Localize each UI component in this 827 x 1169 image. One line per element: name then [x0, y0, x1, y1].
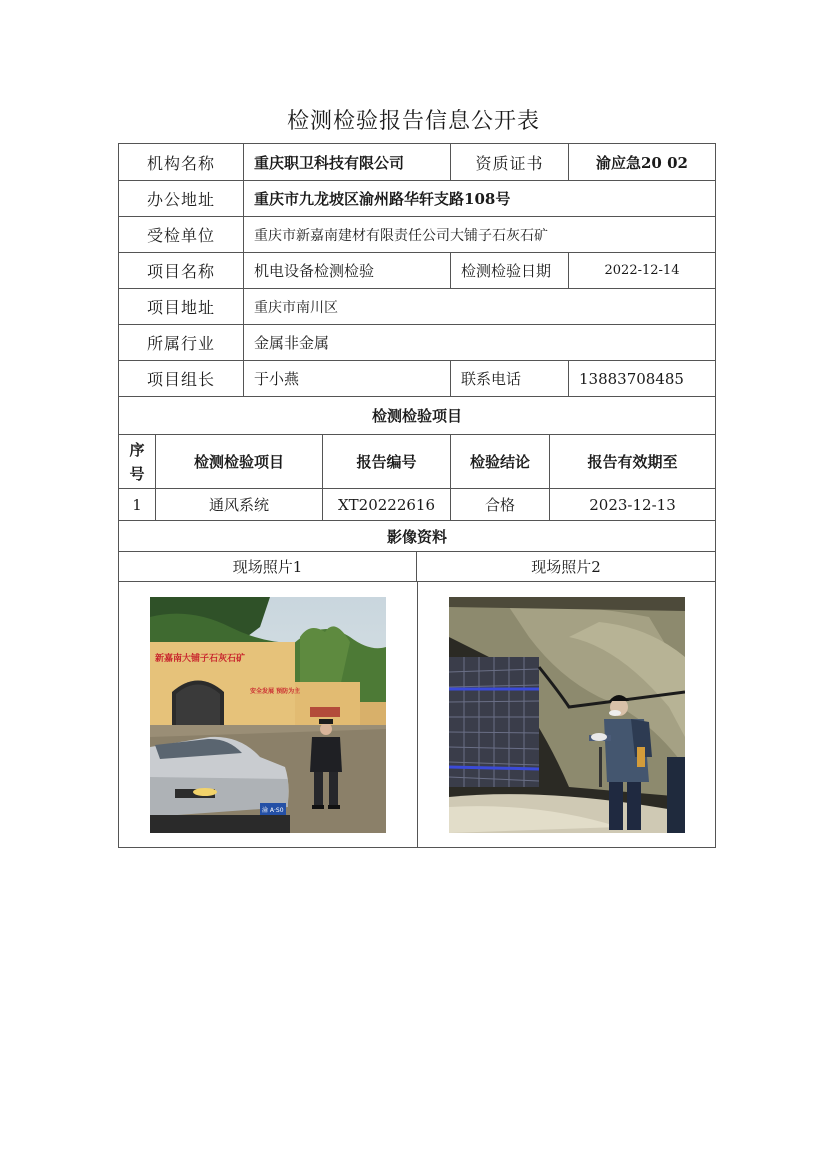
project-name-value: 机电设备检测检验: [244, 253, 451, 288]
phone-label: 联系电话: [451, 361, 569, 396]
col-header-no: [119, 435, 156, 488]
row-inspected-unit: [119, 217, 715, 253]
cell-conclusion: 合格: [451, 489, 550, 520]
row-project-address: [119, 289, 715, 325]
col-header-no-char-2: 号: [129, 464, 145, 483]
table-row: [119, 489, 715, 521]
office-address-value: 重庆市九龙坡区渝州路华轩支路108号: [254, 190, 511, 208]
inspection-date-value: 2022-12-14: [604, 263, 680, 278]
photo2-label: 现场照片2: [531, 558, 601, 576]
cell-item: 通风系统: [156, 489, 323, 520]
items-heading: 检测检验项目: [371, 407, 462, 425]
disclosure-table: [118, 143, 716, 848]
project-name-label: 项目名称: [119, 253, 244, 288]
site-photo-1: [150, 597, 386, 833]
org-name-value: 重庆职卫科技有限公司: [244, 144, 451, 180]
cell-valid-until: 2023-12-13: [589, 495, 676, 514]
row-images-heading: [119, 521, 715, 552]
row-team-leader: [119, 361, 715, 397]
page-title: 检测检验报告信息公开表: [286, 109, 540, 134]
industry-value: 金属非金属: [254, 334, 330, 352]
office-address-label: 办公地址: [119, 181, 244, 216]
row-photo-labels: [119, 552, 715, 582]
site-photo-1-image: [150, 597, 386, 833]
items-header-row: [119, 435, 715, 489]
row-org: [119, 144, 715, 181]
qualification-label: 资质证书: [451, 144, 569, 180]
col-header-report-no: 报告编号: [323, 435, 451, 488]
col-header-item: 检测检验项目: [156, 435, 323, 488]
mesh-fence-icon: [449, 657, 539, 787]
row-project-name: [119, 253, 715, 289]
photo1-label: 现场照片1: [119, 552, 417, 581]
phone-value: 13883708485: [579, 369, 684, 388]
svg-text:安全发展 预防为主: 安全发展 预防为主: [250, 688, 301, 695]
col-header-valid-until: 报告有效期至: [587, 453, 678, 471]
svg-text:渝 A·S0: 渝 A·S0: [262, 807, 284, 814]
cell-report-no: XT20222616: [323, 489, 451, 520]
site-photo-2-image: [449, 597, 685, 833]
svg-text:新嘉南大铺子石灰石矿: 新嘉南大铺子石灰石矿: [155, 654, 246, 664]
site-photo-2: [449, 597, 685, 833]
project-address-value: 重庆市南川区: [254, 299, 338, 316]
cell-no: 1: [119, 489, 156, 520]
inspection-date-label: 检测检验日期: [451, 253, 569, 288]
col-header-no-char-1: 序: [129, 440, 145, 459]
row-photos: [119, 582, 715, 847]
inspected-unit-value: 重庆市新嘉南建材有限责任公司大铺子石灰石矿: [254, 227, 548, 244]
team-leader-label: 项目组长: [119, 361, 244, 396]
project-address-label: 项目地址: [119, 289, 244, 324]
row-industry: [119, 325, 715, 361]
org-name-label: 机构名称: [119, 144, 244, 180]
row-items-heading: [119, 397, 715, 435]
images-heading: 影像资料: [386, 527, 447, 546]
row-office-address: [119, 181, 715, 217]
industry-label: 所属行业: [119, 325, 244, 360]
col-header-conclusion: 检验结论: [451, 435, 550, 488]
qualification-value: 渝应急20 02: [596, 153, 688, 172]
team-leader-value: 于小燕: [244, 361, 451, 396]
photo-divider: [417, 582, 418, 847]
inspected-unit-label: 受检单位: [119, 217, 244, 252]
